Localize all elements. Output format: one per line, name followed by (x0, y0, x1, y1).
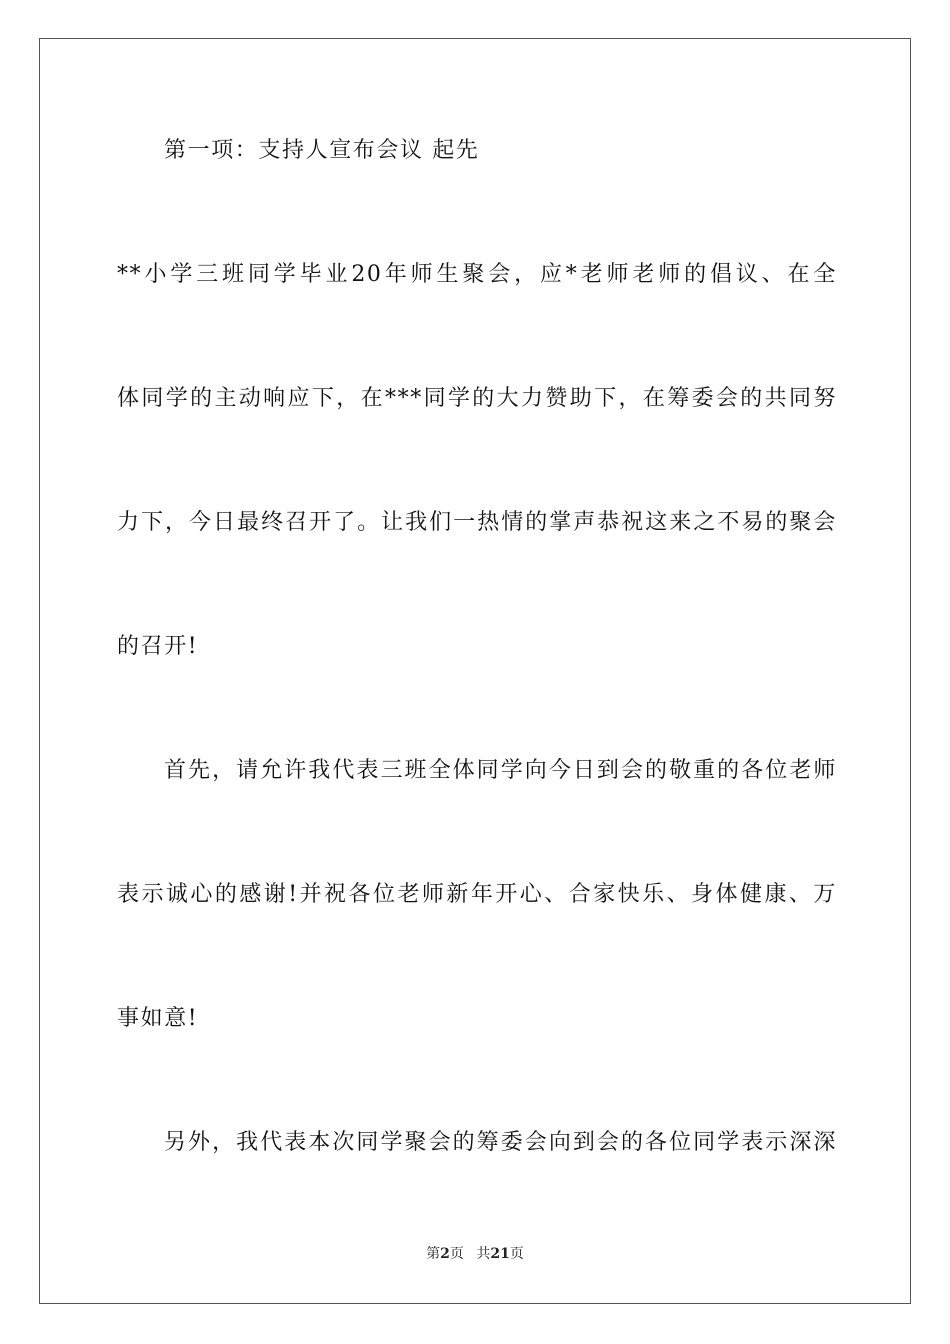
text-line: 的召开! (117, 634, 199, 659)
text-line: 另外，我代表本次同学聚会的筹委会向到会的各位同学表示深深 (164, 1130, 837, 1155)
page-indicator: 第2页 (426, 1246, 464, 1262)
text-line: 首先，请允许我代表三班全体同学向今日到会的敬重的各位老师 (164, 758, 837, 783)
page-footer (0, 1244, 950, 1264)
total-pages-indicator: 共21页 (476, 1246, 524, 1262)
text-line: 表示诚心的感谢!并祝各位老师新年开心、合家快乐、身体健康、万 (117, 882, 837, 907)
page-border (39, 38, 911, 1304)
text-line: 体同学的主动响应下，在***同学的大力赞助下，在筹委会的共同努 (117, 386, 837, 411)
text-line: 力下，今日最终召开了。让我们一热情的掌声恭祝这来之不易的聚会 (117, 510, 837, 535)
text-line: **小学三班同学毕业20年师生聚会，应*老师老师的倡议、在全 (117, 262, 837, 287)
text-line: 事如意! (117, 1006, 199, 1031)
text-line: 第一项：支持人宣布会议 起先 (164, 138, 480, 163)
